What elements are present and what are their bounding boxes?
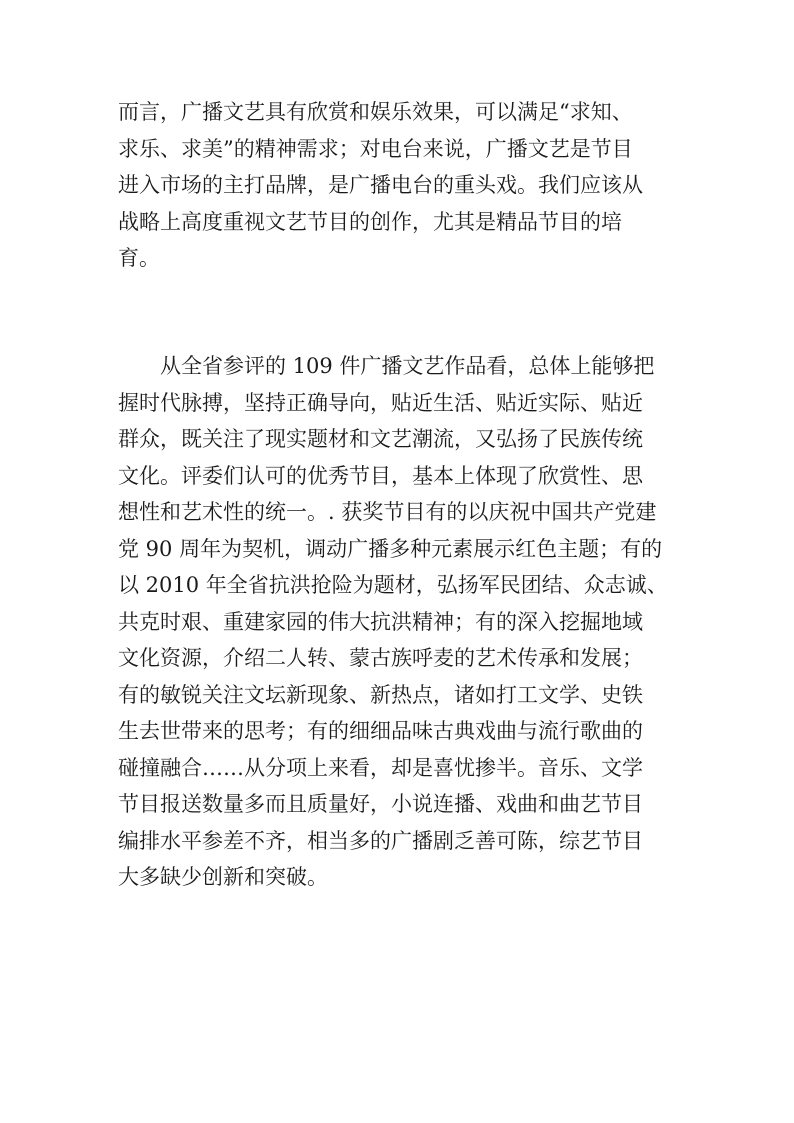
paragraph-line: 进入市场的主打品牌，是广播电台的重头戏。我们应该从	[118, 173, 643, 197]
paragraph-line: 育。	[118, 246, 160, 270]
paragraph-line: 想性和艺术性的统一。. 获奖节目有的以庆祝中国共产党建	[118, 500, 657, 524]
paragraph-line: 握时代脉搏，坚持正确导向，贴近生活、贴近实际、贴近	[118, 390, 643, 415]
paragraph-line: 以 2010 年全省抗洪抢险为题材，弘扬军民团结、众志诚、	[118, 573, 668, 597]
paragraph-line: 编排水平参差不齐，相当多的广播剧乏善可陈，综艺节目	[118, 828, 643, 853]
paragraph-2	[118, 348, 678, 896]
paragraph-line: 求乐、求美”的精神需求；对电台来说，广播文艺是节目	[118, 136, 633, 161]
paragraph-line: 文化资源，介绍二人转、蒙古族呼麦的艺术传承和发展；	[118, 646, 643, 670]
paragraph-line: 而言，广播文艺具有欣赏和娱乐效果，可以满足“求知、	[118, 100, 633, 124]
paragraph-line: 碰撞融合……从分项上来看，却是喜忧掺半。音乐、文学	[118, 755, 643, 780]
paragraph-line: 党 90 周年为契机，调动广播多种元素展示红色主题；有的	[118, 536, 663, 561]
paragraph-line: 有的敏锐关注文坛新现象、新热点，诸如打工文学、史铁	[118, 682, 643, 707]
paragraph-line: 战略上高度重视文艺节目的创作，尤其是精品节目的培	[118, 209, 622, 234]
paragraph-line: 节目报送数量多而且质量好，小说连播、戏曲和曲艺节目	[118, 792, 643, 816]
paragraph-line: 从全省参评的 109 件广播文艺作品看，总体上能够把	[160, 354, 655, 378]
paragraph-line: 生去世带来的思考；有的细细品味古典戏曲与流行歌曲的	[118, 719, 643, 743]
paragraph-1	[118, 94, 678, 277]
paragraph-line: 共克时艰、重建家园的伟大抗洪精神；有的深入挖掘地域	[118, 609, 643, 634]
paragraph-line: 文化。评委们认可的优秀节目，基本上体现了欣赏性、思	[118, 463, 643, 488]
paragraph-line: 大多缺少创新和突破。	[118, 865, 328, 889]
paragraph-line: 群众，既关注了现实题材和文艺潮流，又弘扬了民族传统	[118, 427, 643, 451]
